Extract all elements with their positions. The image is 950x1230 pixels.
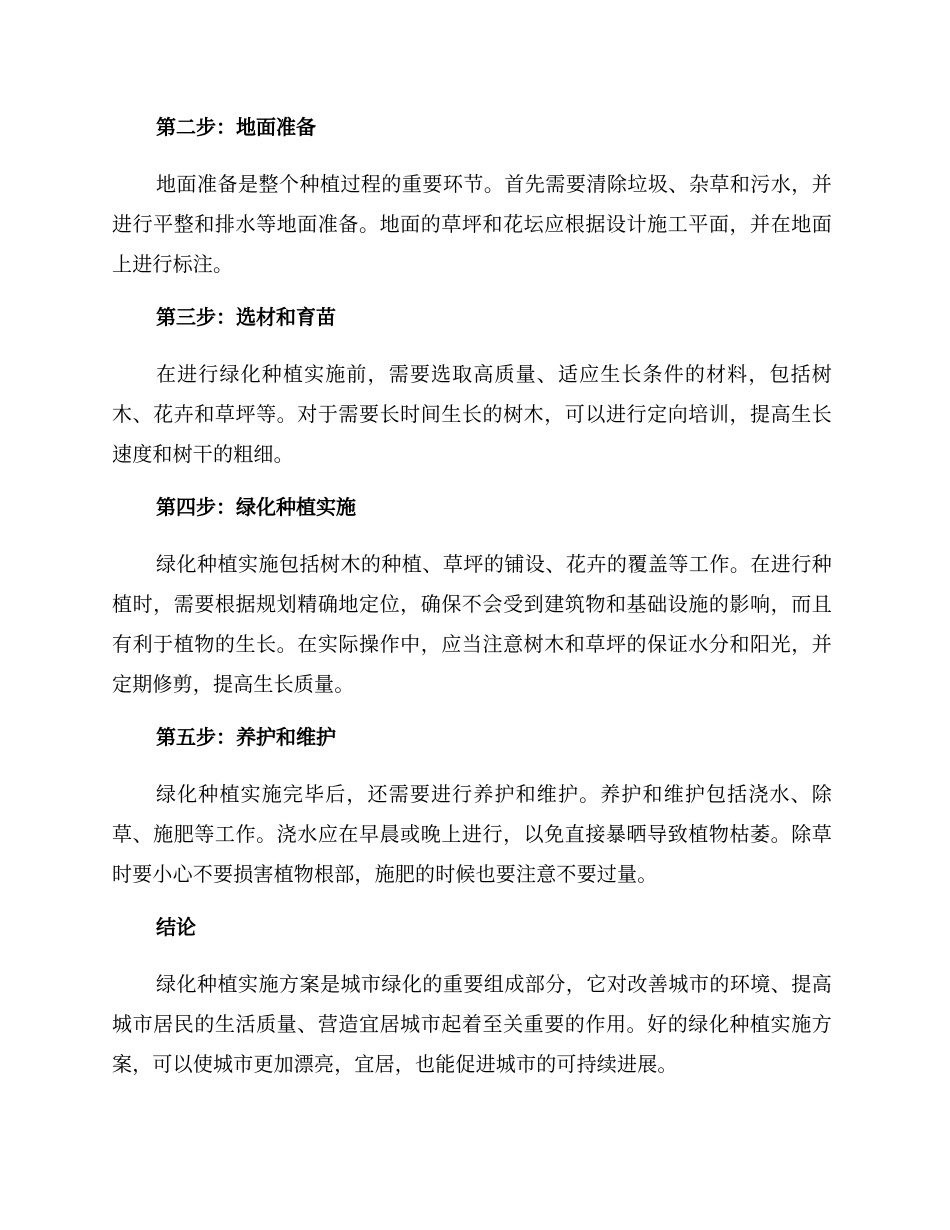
document-body [112, 108, 832, 1098]
section-paragraph-step4: 绿化种植实施包括树木的种植、草坪的铺设、花卉的覆盖等工作。在进行种植时，需要根据规划精确地定位，确保不会受到建筑物和基础设施的影响，而且有利于植物的生长。在实际操作中，应当注意树木和草坪的保证水分和阳光，并定期修剪，提高生长质量。 [112, 552, 832, 696]
section-heading-step5: 第五步：养护和维护 [156, 725, 336, 749]
section-heading-step4: 第四步：绿化种植实施 [156, 495, 356, 519]
section-heading-step3: 第三步：选材和育苗 [156, 305, 336, 329]
section-paragraph-step5: 绿化种植实施完毕后，还需要进行养护和维护。养护和维护包括浇水、除草、施肥等工作。浇水应在早晨或晚上进行，以免直接暴晒导致植物枯萎。除草时要小心不要损害植物根部，施肥的时候也要注意不要过量。 [112, 782, 832, 886]
section-paragraph-step2: 地面准备是整个种植过程的重要环节。首先需要清除垃圾、杂草和污水，并进行平整和排水等地面准备。地面的草坪和花坛应根据设计施工平面，并在地面上进行标注。 [112, 172, 832, 276]
section-heading-step2: 第二步：地面准备 [156, 115, 316, 139]
section-paragraph-step3: 在进行绿化种植实施前，需要选取高质量、适应生长条件的材料，包括树木、花卉和草坪等。对于需要长时间生长的树木，可以进行定向培训，提高生长速度和树干的粗细。 [112, 362, 832, 466]
section-heading-conclusion: 结论 [156, 915, 196, 939]
section-paragraph-conclusion: 绿化种植实施方案是城市绿化的重要组成部分，它对改善城市的环境、提高城市居民的生活质量、营造宜居城市起着至关重要的作用。好的绿化种植实施方案，可以使城市更加漂亮，宜居，也能促进城市的可持续进展。 [112, 972, 832, 1076]
